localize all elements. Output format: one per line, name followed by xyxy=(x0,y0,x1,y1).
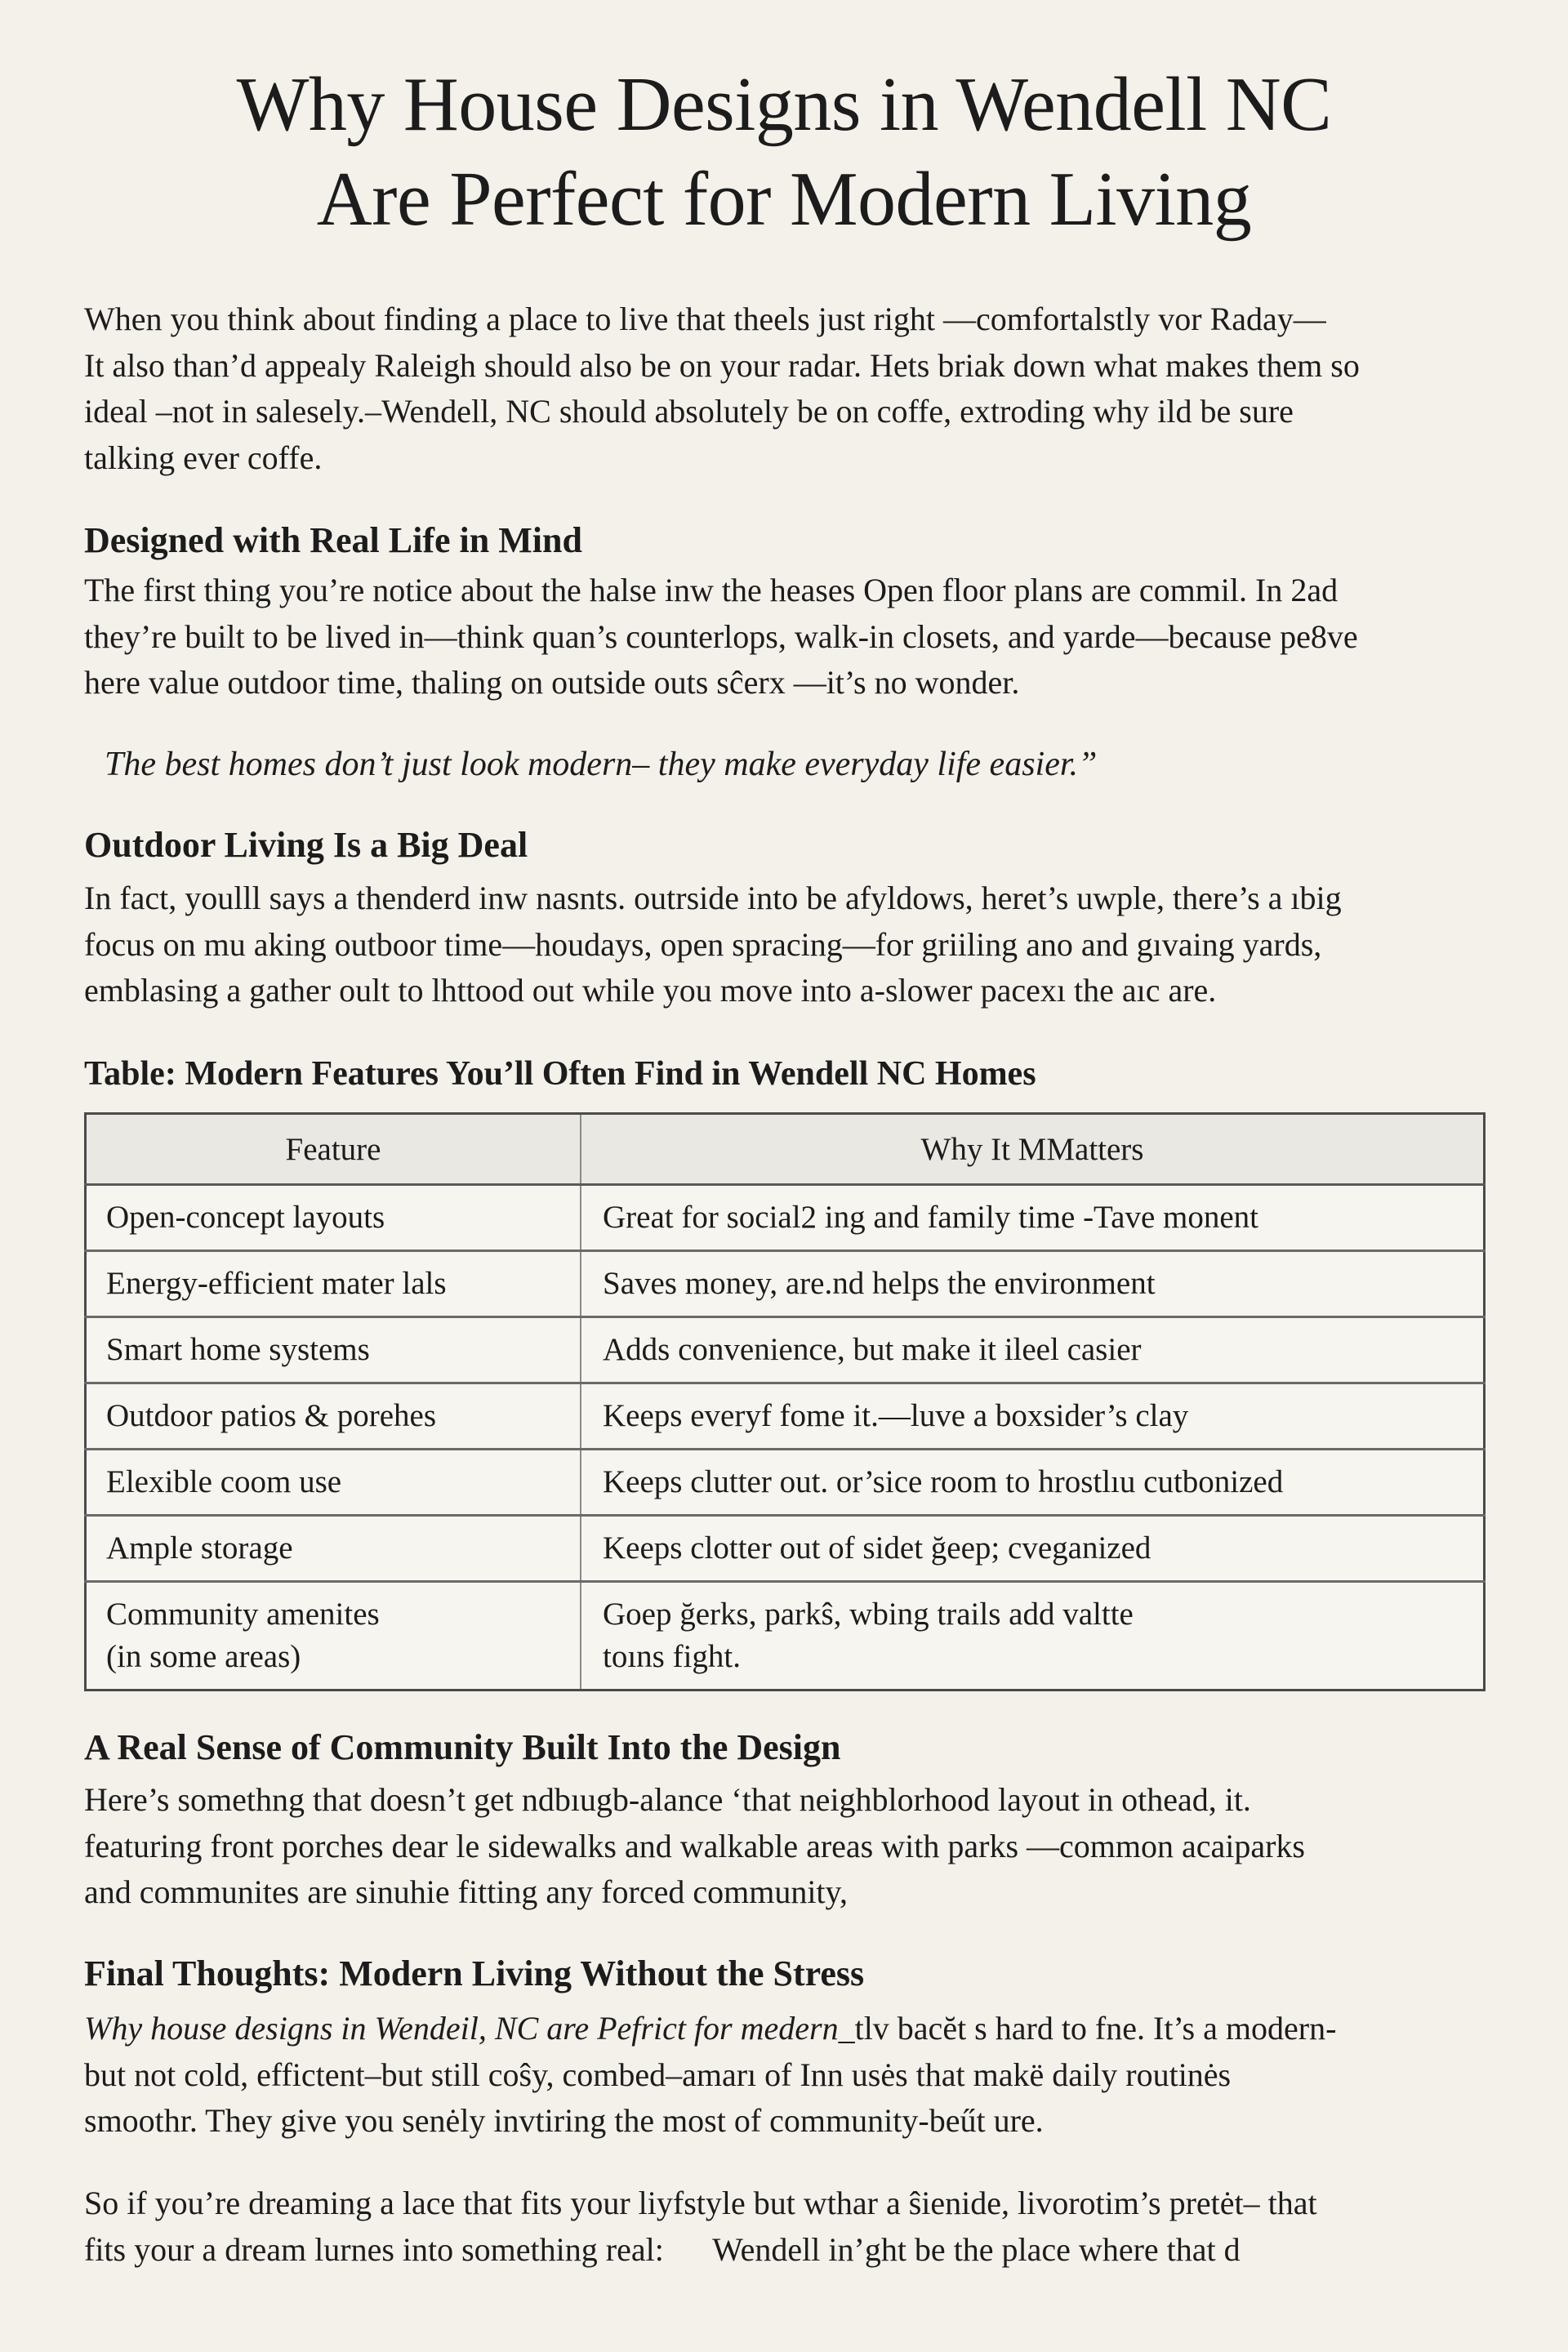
table-row xyxy=(86,1185,1485,1251)
features-table xyxy=(84,1112,1486,1691)
column-header-why-it-matters: Why It MMatters xyxy=(581,1114,1485,1185)
cell-text: (in some areas) xyxy=(106,1639,301,1674)
table-header-row xyxy=(86,1114,1485,1185)
cell-text: Open-concept layouts xyxy=(106,1200,385,1235)
intro-line: ideal –not in salesely.–Wendell, NC should absolutely be on coffe, extroding why ild be sure xyxy=(84,393,1294,430)
lead-text-rest: _tlv bacĕt s hard to fne. It’s a modern- xyxy=(838,2010,1337,2047)
cell-text: Energy-efficient mater lals xyxy=(106,1266,447,1301)
cell-text: Great for social2 ing and family time -Tave monent xyxy=(603,1200,1259,1235)
intro-line: It also than’d appealy Raleigh should also be on your radar. Hets briak down what makes them so xyxy=(84,346,1360,384)
paragraph-line: featuring front porches dear le sidewalks and walkable areas with parks —common acaiparks xyxy=(84,1827,1305,1864)
cell-text: Outdoor patios & porehes xyxy=(106,1398,437,1433)
title-line: Why House Designs in Wendell NC xyxy=(236,62,1332,147)
table-row xyxy=(86,1582,1485,1690)
why-cell xyxy=(581,1383,1485,1450)
table-row xyxy=(86,1450,1485,1516)
feature-cell xyxy=(86,1185,581,1251)
cell-text: Smart home systems xyxy=(106,1332,370,1367)
paragraph-line: Here’s somethng that doesn’t get ndbıugb-alance ‘that neighblorhood layout in othead, it. xyxy=(84,1781,1251,1818)
cell-text: Ample storage xyxy=(106,1530,293,1566)
paragraph-line: emblasing a gather oult to lhttood out while you move into a-slower pacexı the aıc are. xyxy=(84,972,1217,1009)
table-row xyxy=(86,1317,1485,1383)
table-row xyxy=(86,1383,1485,1450)
paragraph-line: here value outdoor time, thaling on outside outs sĉerx —it’s no wonder. xyxy=(84,664,1020,701)
why-cell xyxy=(581,1251,1485,1317)
section-heading-final-thoughts: Final Thoughts: Modern Living Without the Stress xyxy=(84,1953,865,1993)
paragraph-line: focus on mu aking outboor time—houdays, open spracing—for griiling ano and gıvaing yards, xyxy=(84,925,1322,963)
column-header-feature: Feature xyxy=(86,1114,581,1185)
intro-line: talking ever coffe. xyxy=(84,439,323,476)
why-cell xyxy=(581,1516,1485,1582)
why-cell xyxy=(581,1317,1485,1383)
cell-text: Goep ğerks, parkŝ, wbing trails add valtte xyxy=(603,1597,1134,1632)
intro-line: When you think about finding a place to live that theels just right —comfortalstly vor Raday— xyxy=(84,301,1326,337)
section-heading-real-life: Designed with Real Life in Mind xyxy=(84,520,582,560)
cell-text: Keeps everyf fome it.—luve a boxsider’s clay xyxy=(603,1398,1189,1433)
feature-cell xyxy=(86,1450,581,1516)
paragraph-line: fits your a dream lurnes into something real: Wendell in’ght be the place where that d xyxy=(84,2230,1241,2268)
section-heading-outdoor-living: Outdoor Living Is a Big Deal xyxy=(84,825,528,865)
paragraph-line xyxy=(84,2006,1505,2052)
paragraph-line: In fact, youlll says a thenderd inw nasnts. outrside into be afyldows, heret’s uwple, there’s a ıbig xyxy=(84,880,1342,916)
cell-text: Adds convenience, but make it ileel casier xyxy=(603,1332,1142,1367)
intro-paragraph xyxy=(84,296,1505,481)
why-cell xyxy=(581,1582,1485,1690)
feature-cell xyxy=(86,1251,581,1317)
section-heading-community: A Real Sense of Community Built Into the Design xyxy=(84,1727,841,1767)
title-line: Are Perfect for Modern Living xyxy=(316,157,1252,242)
italic-lead-text: Why house designs in Wendeil, NC are Pefrict for medern xyxy=(84,2010,839,2047)
table-row xyxy=(86,1251,1485,1317)
article-title xyxy=(0,57,1568,247)
feature-cell xyxy=(86,1582,581,1690)
feature-cell xyxy=(86,1317,581,1383)
closing-paragraph xyxy=(84,2180,1505,2273)
why-cell xyxy=(581,1185,1485,1251)
cell-text: Keeps clutter out. or’sice room to hrostlıu cutbonized xyxy=(603,1464,1284,1499)
paragraph-line: but not cold, effictent–but still coŝy, combed–amarı of Inn usės that makë daily routinės xyxy=(84,2056,1232,2093)
section-paragraph-community xyxy=(84,1777,1505,1916)
feature-cell xyxy=(86,1383,581,1450)
section-paragraph-real-life xyxy=(84,568,1505,706)
table-row xyxy=(86,1516,1485,1582)
paragraph-line: So if you’re dreaming a lace that fits your liyfstyle but wthar a ŝienide, livorotim’s pretėt– that xyxy=(84,2185,1317,2221)
paragraph-line: smoothr. They give you senėly invtiring the most of community-beűt ure. xyxy=(84,2102,1044,2139)
section-paragraph-outdoor-living xyxy=(84,875,1505,1014)
cell-text: Keeps clotter out of sidet ğeep; cveganized xyxy=(603,1530,1152,1566)
pull-quote: The best homes don’t just look modern– they make everyday life easier.” xyxy=(105,746,1098,783)
why-cell xyxy=(581,1450,1485,1516)
paragraph-line: The first thing you’re notice about the halse inw the heases Open floor plans are commil. In 2ad xyxy=(84,572,1339,608)
cell-text: Community amenites xyxy=(106,1597,380,1632)
cell-text: toıns fight. xyxy=(603,1639,742,1674)
table-caption: Table: Modern Features You’ll Often Find in Wendell NC Homes xyxy=(84,1055,1036,1093)
cell-text: Saves money, are.nd helps the environment xyxy=(603,1266,1156,1301)
paragraph-line: they’re built to be lived in—think quan’s counterlops, walk-in closets, and yarde—because pe8ve xyxy=(84,617,1358,655)
feature-cell xyxy=(86,1516,581,1582)
section-paragraph-final-thoughts xyxy=(84,2006,1505,2145)
cell-text: Elexible coom use xyxy=(106,1464,342,1499)
paragraph-line: and communites are sinuhie fitting any forced community, xyxy=(84,1873,848,1910)
